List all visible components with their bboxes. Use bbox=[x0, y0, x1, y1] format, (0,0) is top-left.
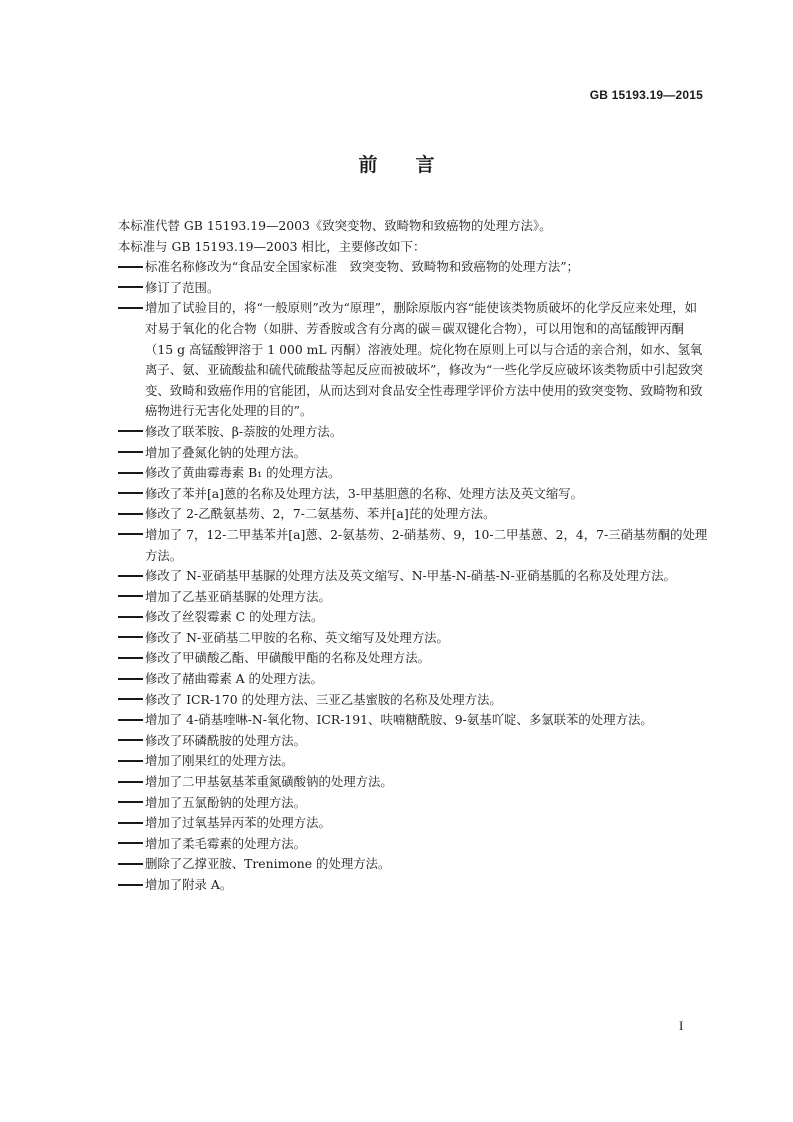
change-item bbox=[118, 834, 708, 855]
change-item bbox=[118, 278, 708, 299]
change-item-text: 修改了 2-乙酰氨基芴、2，7-二氨基芴、苯并[a]芘的处理方法。 bbox=[145, 506, 496, 522]
change-item-text: 增加了柔毛霉素的处理方法。 bbox=[145, 835, 307, 851]
change-item bbox=[118, 607, 708, 628]
change-item bbox=[118, 298, 708, 422]
change-item bbox=[118, 854, 708, 875]
em-dash-marker bbox=[118, 430, 145, 432]
change-item bbox=[118, 422, 708, 443]
change-item-text: 修改了 N-亚硝基二甲胺的名称、英文缩写及处理方法。 bbox=[145, 629, 449, 645]
em-dash-marker bbox=[118, 678, 145, 680]
change-item-text: 增加了五氯酚钠的处理方法。 bbox=[145, 794, 307, 810]
em-dash-marker bbox=[118, 822, 145, 824]
change-item-text: 修改了苯并[a]蒽的名称及处理方法，3-甲基胆蒽的名称、处理方法及英文缩写。 bbox=[145, 485, 584, 501]
change-item-text: 增加了二甲基氨基苯重氮磺酸钠的处理方法。 bbox=[145, 774, 393, 790]
em-dash-marker bbox=[118, 842, 145, 844]
change-item-text: 增加了 7，12-二甲基苯并[a]蒽、2-氨基芴、2-硝基芴、9，10-二甲基蒽、2，4，7-三硝基芴酮的处理方法。 bbox=[145, 526, 708, 563]
em-dash-marker bbox=[118, 533, 145, 535]
em-dash-marker bbox=[118, 307, 145, 309]
em-dash-marker bbox=[118, 698, 145, 700]
change-item bbox=[118, 793, 708, 814]
change-item bbox=[118, 463, 708, 484]
intro-paragraph: 本标准与 GB 15193.19—2003 相比，主要修改如下： bbox=[118, 238, 426, 254]
change-item bbox=[118, 751, 708, 772]
change-item-text: 修改了环磷酰胺的处理方法。 bbox=[145, 732, 307, 748]
em-dash-marker bbox=[118, 595, 145, 597]
change-item-text: 修改了甲磺酸乙酯、甲磺酸甲酯的名称及处理方法。 bbox=[145, 650, 430, 666]
change-item bbox=[118, 875, 708, 896]
change-item-text: 增加了过氧基异丙苯的处理方法。 bbox=[145, 815, 331, 831]
change-item bbox=[118, 257, 708, 278]
em-dash-marker bbox=[118, 781, 145, 783]
change-item bbox=[118, 690, 708, 711]
foreword-body bbox=[118, 216, 708, 896]
document-code-header: GB 15193.19—2015 bbox=[589, 88, 703, 102]
change-item bbox=[118, 710, 708, 731]
change-item-text: 修改了 ICR-170 的处理方法、三亚乙基蜜胺的名称及处理方法。 bbox=[145, 691, 502, 707]
em-dash-marker bbox=[118, 451, 145, 453]
em-dash-marker bbox=[118, 760, 145, 762]
change-item-text: 修订了范围。 bbox=[145, 279, 220, 295]
em-dash-marker bbox=[118, 719, 145, 721]
change-item-text: 增加了刚果红的处理方法。 bbox=[145, 753, 294, 769]
change-item bbox=[118, 731, 708, 752]
change-item bbox=[118, 484, 708, 505]
em-dash-marker bbox=[118, 636, 145, 638]
page-number: I bbox=[679, 1018, 684, 1033]
change-item-text: 修改了 N-亚硝基甲基脲的处理方法及英文缩写、N-甲基-N-硝基-N-亚硝基胍的名称及处理方法。 bbox=[145, 568, 676, 584]
em-dash-marker bbox=[118, 616, 145, 618]
change-item bbox=[118, 566, 708, 587]
change-item-text: 增加了 4-硝基喹啉-N-氧化物、ICR-191、呋喃糖酰胺、9-氨基吖啶、多氯联苯的处理方法。 bbox=[145, 712, 653, 728]
em-dash-marker bbox=[118, 863, 145, 865]
em-dash-marker bbox=[118, 884, 145, 886]
change-item bbox=[118, 648, 708, 669]
change-list bbox=[118, 257, 708, 895]
em-dash-marker bbox=[118, 513, 145, 515]
change-item-text: 修改了赭曲霉素 A 的处理方法。 bbox=[145, 671, 323, 687]
em-dash-marker bbox=[118, 575, 145, 577]
change-item bbox=[118, 813, 708, 834]
change-item bbox=[118, 504, 708, 525]
change-item-text: 增加了附录 A。 bbox=[145, 877, 233, 892]
change-item-text: 标准名称修改为“食品安全国家标准 致突变物、致畸物和致癌物的处理方法”； bbox=[145, 259, 579, 275]
em-dash-marker bbox=[118, 492, 145, 494]
change-item-text: 增加了乙基亚硝基脲的处理方法。 bbox=[145, 588, 331, 604]
em-dash-marker bbox=[118, 801, 145, 803]
em-dash-marker bbox=[118, 266, 145, 268]
change-item-text: 修改了联苯胺、β-萘胺的处理方法。 bbox=[145, 423, 343, 439]
change-item bbox=[118, 669, 708, 690]
em-dash-marker bbox=[118, 472, 145, 474]
page-title: 前言 bbox=[358, 154, 473, 176]
change-item bbox=[118, 443, 708, 464]
em-dash-marker bbox=[118, 286, 145, 288]
change-item-text: 增加了叠氮化钠的处理方法。 bbox=[145, 444, 307, 460]
change-item bbox=[118, 772, 708, 793]
change-item-text: 增加了试验目的，将“一般原则”改为“原理”，删除原版内容“能使该类物质破坏的化学反应来处理，如对易于氧化的化合物（如肼、芳香胺或含有分离的碳＝碳双键化合物），可以用饱和的高锰酸钾丙酮（15 g 高锰酸钾溶于 1 000 mL 丙酮）溶液处理。烷化物在原则上可以与合适的亲合剂，如水、氢氧离子、氨、亚硫酸盐和硫代硫酸盐等起反应而被破坏”，修改为“一些化学反应破坏该类物质中引起致突变、致畸和致癌作用的官能团，从而达到对食品安全性毒理学评价方法中使用的致突变物、致畸物和致癌物进行无害化处理的目的”。 bbox=[145, 300, 703, 419]
change-item-text: 删除了乙撑亚胺、Trenimone 的处理方法。 bbox=[145, 856, 391, 872]
em-dash-marker bbox=[118, 657, 145, 659]
change-item bbox=[118, 525, 708, 566]
change-item-text: 修改了黄曲霉毒素 B₁ 的处理方法。 bbox=[145, 465, 341, 481]
change-item-text: 修改了丝裂霉素 C 的处理方法。 bbox=[145, 609, 324, 625]
intro-paragraph: 本标准代替 GB 15193.19—2003《致突变物、致畸物和致癌物的处理方法》。 bbox=[118, 218, 552, 233]
em-dash-marker bbox=[118, 739, 145, 741]
change-item bbox=[118, 587, 708, 608]
change-item bbox=[118, 628, 708, 649]
